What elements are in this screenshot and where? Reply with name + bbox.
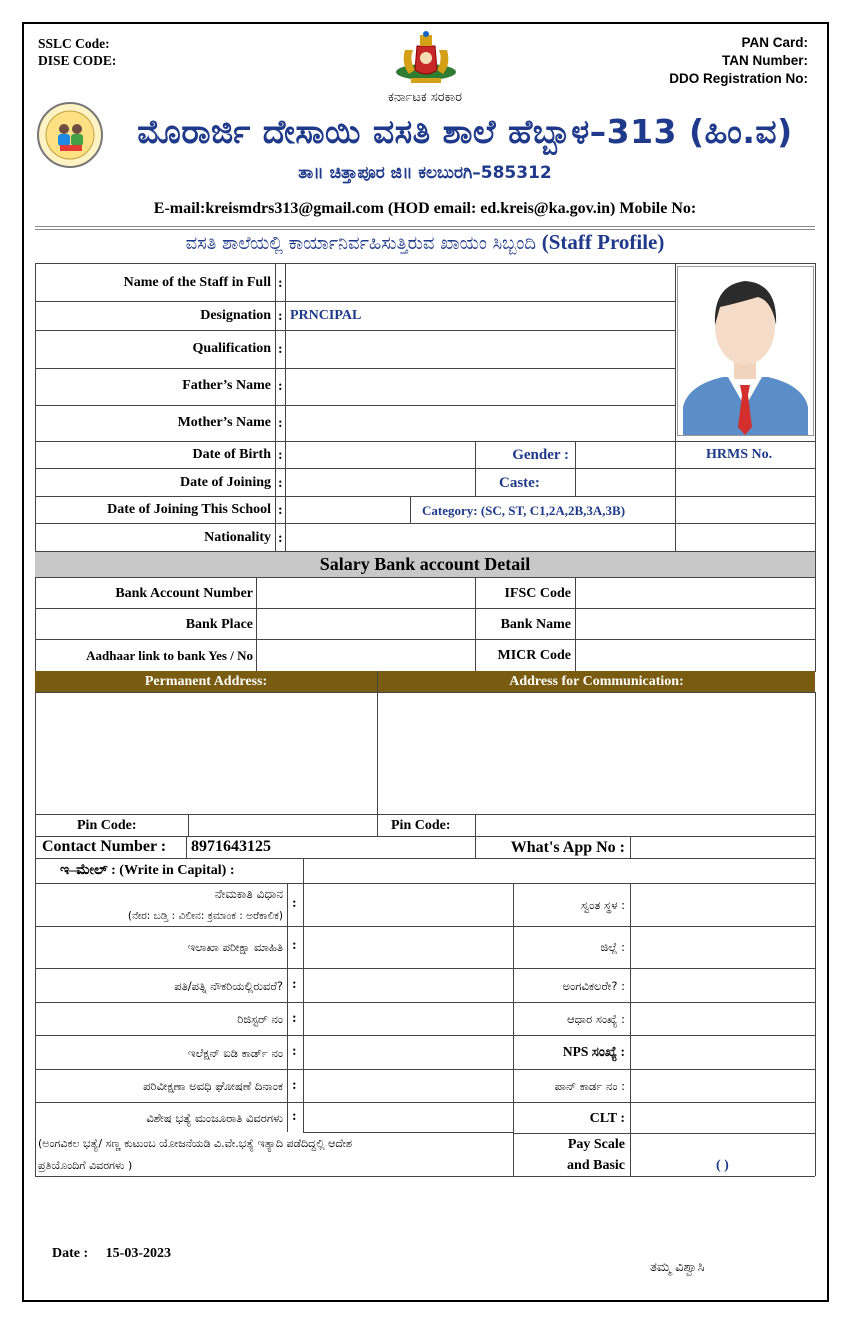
school-logo-icon: [36, 101, 104, 169]
nps-label-text: NPS ಸಂಖ್ಯೆ :: [562, 1044, 625, 1059]
date-value: 15-03-2023: [105, 1246, 171, 1261]
colon: :: [292, 977, 297, 992]
mother-name-label: Mother’s Name: [177, 415, 271, 430]
pan-card-label: PAN Card:: [741, 35, 808, 50]
disabled-label: ಅಂಗವಿಕಲರೇ? :: [562, 979, 625, 993]
staff-profile-title-en: (Staff Profile): [541, 230, 665, 254]
email-label-text: ಇ–ಮೇಲ್ : (Write in Capital) :: [60, 863, 235, 878]
colon: :: [278, 448, 283, 463]
colon: :: [278, 379, 283, 394]
appointment-label: ನೇಮಕಾತಿ ವಿಧಾನ: [214, 887, 283, 901]
contact-email-line: E-mail:kreismdrs313@gmail.com (HOD email: ed.kreis@ka.gov.in) Mobile No:: [153, 200, 697, 217]
bank-account-label: Bank Account Number: [115, 586, 253, 601]
dise-code-label: DISE CODE:: [38, 53, 117, 68]
staff-profile-title-kn: ವಸತಿ ಶಾಲೆಯಲ್ಲಿ ಕಾರ್ಯಾನಿರ್ವಹಿಸುತ್ತಿರುವ ಖಾಯಂ ಸಿಬ್ಬಂದಿ: [185, 233, 542, 254]
pay-scale-label: Pay Scale: [567, 1137, 625, 1152]
signature-text: ತಮ್ಮ ವಿಶ್ವಾಸಿ: [650, 1260, 705, 1275]
dob-label: Date of Birth: [192, 447, 271, 462]
appointment-sub: (ನೇರ: ಬಡ್ತಿ : ವಿಲೀನ: ಕ್ರಮಾಂಕ : ಅರೆಕಾಲಿಕ): [127, 910, 283, 922]
person-avatar-icon: [678, 267, 813, 435]
designation-value[interactable]: PRNCIPAL: [290, 308, 362, 323]
colon: :: [278, 309, 283, 324]
salary-bank-header: Salary Bank account Detail: [35, 551, 815, 578]
government-label: ಕರ್ನಾಟಕ ಸರಕಾರ: [388, 90, 462, 105]
colon: :: [278, 416, 283, 431]
contact-number-value[interactable]: 8971643125: [191, 838, 271, 855]
micr-label: MICR Code: [497, 648, 571, 663]
doj-label: Date of Joining: [180, 475, 271, 490]
school-codes: [38, 35, 116, 69]
ddo-label: DDO Registration No:: [669, 71, 808, 86]
colon: :: [292, 1011, 297, 1026]
permanent-pin-label: Pin Code:: [77, 818, 137, 833]
district-label: ಜಿಲ್ಲೆ :: [600, 940, 625, 954]
pay-scale-value[interactable]: ( ): [716, 1158, 729, 1173]
name-label: Name of the Staff in Full: [123, 275, 271, 290]
sslc-code-label: SSLC Code:: [38, 36, 110, 51]
colon: :: [278, 276, 283, 291]
native-place-label: ಸ್ವಂತ ಸ್ಥಳ :: [580, 898, 625, 912]
category-label: Category: (SC, ST, C1,2A,2B,3A,3B): [422, 503, 626, 518]
communication-address-header: Address for Communication:: [378, 671, 815, 692]
email-label: [60, 863, 235, 879]
contact-number-label: Contact Number :: [42, 838, 167, 855]
designation-label: Designation: [200, 308, 271, 323]
qualification-label: Qualification: [192, 341, 271, 356]
spouse-job-label: ಪತಿ/ಪತ್ನಿ ನೌಕರಿಯಲ್ಲಿರುವರೆ?: [174, 979, 283, 993]
voter-id-label: ಇಲೆಕ್ಷನ್ ಐಡಿ ಕಾರ್ಡ್ ನಂ: [187, 1046, 283, 1060]
colon: :: [278, 476, 283, 491]
probation-label: ಪರಿವೀಕ್ಷಣಾ ಅವಧಿ ಘೋಷಣೆ ದಿನಾಂಕ: [143, 1079, 283, 1093]
staff-profile-title: [40, 230, 810, 255]
karnataka-emblem-icon: [393, 30, 459, 90]
taluk-district-line: ತಾ॥ ಚಿತ್ತಾಪೂರ ಜಿ॥ ಕಲಬುರಗಿ–585312: [298, 163, 552, 183]
date-block: [52, 1246, 171, 1262]
doj-school-label: Date of Joining This School: [107, 502, 271, 517]
nps-label: [563, 1044, 625, 1060]
bank-name-label: Bank Name: [500, 617, 571, 632]
permanent-address-header: Permanent Address:: [35, 671, 377, 692]
aadhaar-number-label: ಆಧಾರ ಸಂಖ್ಯೆ :: [567, 1012, 625, 1026]
school-name: ಮೊರಾರ್ಜಿ ದೇಸಾಯಿ ವಸತಿ ಶಾಲೆ ಹೆಬ್ಬಾಳ–313 (ಹಿಂ.ವ): [137, 112, 793, 151]
colon: :: [292, 938, 297, 953]
allowance-note-line1: (ಅಂಗವಿಕಲ ಭತ್ಯೆ/ ಸಣ್ಣ ಕುಟುಂಬ ಯೋಜನೆಯಡಿ ವಿ.ವೇ.ಭತ್ಯೆ ಇತ್ಯಾದಿ ಪಡೆದಿದ್ದಲ್ಲಿ ಆದೇಶ: [38, 1137, 353, 1150]
allowance-note-line2: ಪ್ರತಿಯೊಂದಿಗೆ ವಿವರಗಳು ): [38, 1159, 133, 1172]
header-divider: [35, 226, 815, 227]
pan-number-label: ಪಾನ್ ಕಾರ್ಡ ನಂ :: [554, 1079, 625, 1093]
clt-label: CLT :: [589, 1111, 625, 1126]
communication-pin-label: Pin Code:: [391, 818, 451, 833]
special-allowance-label: ವಿಶೇಷ ಭತ್ಯೆ ಮಂಜೂರಾತಿ ವಿವರಗಳು: [146, 1111, 283, 1125]
bank-place-label: Bank Place: [185, 617, 253, 632]
pay-basic-label: and Basic: [567, 1158, 625, 1173]
nationality-label: Nationality: [204, 530, 271, 545]
colon: :: [292, 896, 297, 911]
tan-number-label: TAN Number:: [722, 53, 808, 68]
colon: :: [278, 503, 283, 518]
staff-photo[interactable]: [677, 266, 814, 436]
register-no-label: ರಿಜಿಸ್ಟರ್ ನಂ: [237, 1012, 283, 1026]
ifsc-label: IFSC Code: [504, 586, 571, 601]
caste-label: Caste:: [499, 475, 540, 491]
date-label: Date :: [52, 1246, 89, 1261]
tax-codes: [669, 34, 808, 88]
whatsapp-label: What's App No :: [510, 839, 625, 856]
hrms-label: HRMS No.: [706, 447, 773, 462]
aadhaar-link-label: Aadhaar link to bank Yes / No: [86, 648, 253, 663]
gender-label: Gender :: [512, 447, 569, 463]
colon: :: [292, 1044, 297, 1059]
colon: :: [278, 531, 283, 546]
father-name-label: Father’s Name: [182, 378, 271, 393]
colon: :: [278, 342, 283, 357]
colon: :: [292, 1078, 297, 1093]
colon: :: [292, 1109, 297, 1124]
dept-exam-label: ಇಲಾಖಾ ಪರೀಕ್ಷಾ ಮಾಹಿತಿ: [187, 940, 283, 954]
